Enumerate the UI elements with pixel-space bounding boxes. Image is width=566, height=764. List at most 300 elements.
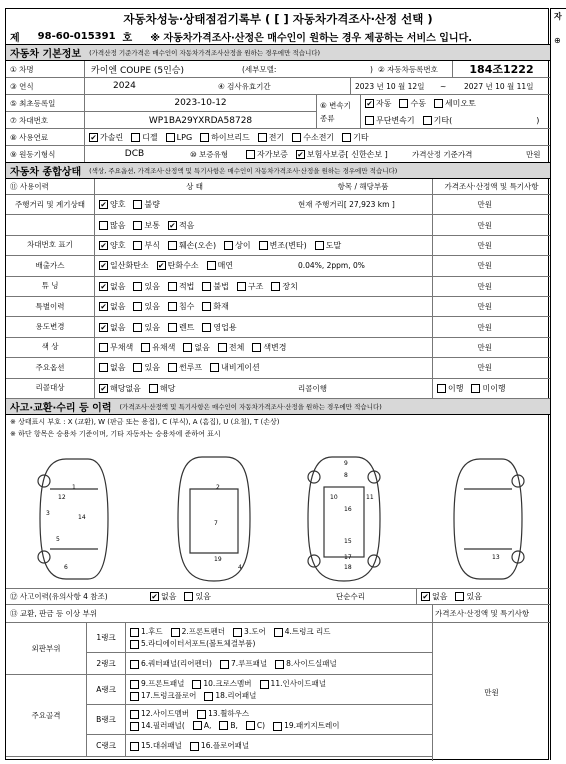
simple-repair-options: [416, 589, 550, 604]
engine-label: ⑨ 원동기형식: [10, 149, 56, 159]
reg-no-value: 184조1222: [452, 61, 550, 77]
status-checkbox[interactable]: [168, 302, 177, 311]
exchange-part-checkbox[interactable]: [246, 721, 255, 730]
detail-model-label: (세부모델:: [242, 64, 277, 74]
status-row-price: 만원: [432, 195, 550, 214]
status-option[interactable]: [248, 342, 286, 353]
status-option[interactable]: [95, 383, 141, 394]
exchange-part-checkbox[interactable]: [192, 680, 201, 689]
first-reg-label: ⑤ 최초등록일: [10, 98, 56, 108]
transmission-checkbox[interactable]: [365, 116, 374, 125]
status-label: 내비게이션: [221, 363, 260, 373]
exchange-part-label: 2.프론트펜더: [181, 627, 226, 636]
exchange-part-label: 18.리어패널: [215, 691, 257, 700]
fuel-option[interactable]: [162, 133, 192, 142]
diagram-part-number: 7: [214, 520, 218, 527]
simple-repair-option[interactable]: [451, 591, 481, 602]
exchange-part-checkbox[interactable]: [275, 660, 284, 669]
car-outline-left: [40, 459, 108, 579]
status-checkbox[interactable]: [202, 302, 211, 311]
status-option[interactable]: [198, 322, 236, 333]
exchange-part-label: 12.사이드멤버: [141, 709, 190, 718]
detail-model-close: ): [370, 64, 373, 74]
fuel-option[interactable]: [196, 132, 250, 143]
status-row-label: 리콜대상: [35, 383, 65, 393]
exchange-rank-row: [86, 705, 432, 735]
exchange-part-label: 6.쿼터패널(리어펜더): [141, 659, 212, 668]
status-checkbox[interactable]: [168, 241, 177, 250]
status-label: 변조(변타): [269, 240, 307, 250]
fuel-option[interactable]: [254, 132, 284, 143]
status-option[interactable]: [95, 260, 149, 271]
fuel-label: 기타: [353, 132, 369, 142]
exchange-part-checkbox[interactable]: [260, 680, 269, 689]
status-option[interactable]: [137, 342, 175, 353]
recall-option[interactable]: [467, 383, 505, 394]
accident-option[interactable]: [146, 591, 176, 602]
exchange-part-checkbox[interactable]: [219, 721, 228, 730]
status-checkbox[interactable]: [202, 323, 211, 332]
status-row-options: [94, 236, 342, 255]
exchange-part-checkbox[interactable]: [130, 640, 139, 649]
exchange-part-option[interactable]: [126, 740, 182, 751]
status-checkbox[interactable]: [99, 282, 108, 291]
fuel-checkbox[interactable]: [131, 133, 140, 142]
accident-checkbox[interactable]: [184, 592, 193, 601]
transmission-checkbox[interactable]: [434, 99, 443, 108]
exchange-part-option[interactable]: [193, 708, 249, 719]
status-row: [6, 379, 550, 399]
insp-tilde: ~: [440, 81, 447, 91]
side-strip-mark: ⊕: [554, 36, 561, 45]
status-option[interactable]: [164, 301, 194, 312]
status-checkbox[interactable]: [168, 363, 177, 372]
status-row-item: [306, 338, 436, 357]
transmission-option[interactable]: [361, 98, 391, 109]
status-row-price: 만원: [432, 317, 550, 336]
exchange-part-option[interactable]: [126, 720, 185, 731]
side-strip-label: 자: [554, 12, 562, 21]
transmission-label: 자동: [376, 99, 392, 108]
status-option[interactable]: [267, 281, 297, 292]
exchange-part-option[interactable]: [270, 626, 331, 637]
status-label: 양호: [110, 240, 126, 250]
status-checkbox[interactable]: [133, 323, 142, 332]
fuel-checkbox[interactable]: [200, 133, 209, 142]
exchange-part-checkbox[interactable]: [190, 742, 199, 751]
exchange-part-option[interactable]: [126, 638, 255, 649]
status-checkbox[interactable]: [99, 302, 108, 311]
status-option[interactable]: [255, 240, 307, 251]
status-checkbox[interactable]: [133, 221, 142, 230]
status-option[interactable]: [129, 199, 159, 210]
status-label: 없음: [110, 302, 126, 312]
status-label: 유채색: [152, 342, 176, 352]
fuel-label: 가솔린: [100, 132, 124, 142]
fuel-option[interactable]: [338, 132, 368, 143]
exchange-rank-items: [125, 675, 330, 704]
simple-repair-option[interactable]: [417, 591, 447, 602]
status-option[interactable]: [198, 281, 228, 292]
exchange-part-option[interactable]: [216, 658, 267, 669]
status-option[interactable]: [95, 220, 125, 231]
status-row-price: 만원: [432, 277, 550, 296]
exchange-part-label: 1.후드: [141, 627, 163, 636]
status-row: [6, 358, 550, 378]
recall-options: [432, 379, 550, 398]
exchange-part-option[interactable]: [200, 690, 256, 701]
diagram-part-number: 10: [330, 494, 338, 501]
transmission-option[interactable]: [430, 98, 476, 109]
exchange-part-checkbox[interactable]: [130, 742, 139, 751]
status-row-item: 0.04%, 2ppm, 0%: [298, 261, 365, 271]
exchange-part-option[interactable]: [229, 626, 266, 637]
status-option[interactable]: [179, 342, 209, 353]
transmission-label: 기타(: [433, 116, 453, 125]
recall-checkbox[interactable]: [437, 384, 446, 393]
exchange-part-checkbox[interactable]: [274, 628, 283, 637]
status-option[interactable]: [164, 362, 202, 373]
status-head-state: 상 태: [94, 179, 294, 194]
transmission-checkbox[interactable]: [365, 99, 374, 108]
exchange-rank-row: [86, 735, 432, 757]
status-option[interactable]: [129, 281, 159, 292]
diagram-part-number: 5: [56, 536, 60, 543]
exchange-part-option[interactable]: [242, 721, 265, 731]
status-option[interactable]: [95, 199, 125, 210]
trans-close: ): [536, 116, 540, 125]
transmission-option[interactable]: [419, 115, 453, 126]
status-checkbox[interactable]: [99, 363, 108, 372]
transmission-option[interactable]: [361, 115, 415, 126]
status-option[interactable]: [95, 322, 125, 333]
transmission-option[interactable]: [395, 98, 425, 109]
status-row-label: 배출가스: [35, 260, 65, 270]
doc-no-suffix: 호: [122, 33, 133, 44]
status-option[interactable]: [164, 322, 194, 333]
status-checkbox[interactable]: [133, 302, 142, 311]
section-accident-title: 사고·교환·수리 등 이력: [10, 403, 112, 414]
status-option[interactable]: [95, 342, 133, 353]
status-label: 장치: [282, 281, 298, 291]
exchange-part-option[interactable]: [271, 658, 337, 669]
exchange-part-label: 3.도어: [244, 627, 266, 636]
fuel-checkbox[interactable]: [89, 133, 98, 142]
status-checkbox[interactable]: [149, 384, 158, 393]
fuel-checkbox[interactable]: [258, 133, 267, 142]
exchange-part-label: 10.크로스멤버: [203, 679, 252, 688]
exchange-rank-row: [86, 675, 432, 705]
status-row-label: 주행거리 및 계기상태: [15, 199, 85, 209]
status-option[interactable]: [129, 322, 159, 333]
status-checkbox[interactable]: [237, 282, 246, 291]
exchange-part-option[interactable]: [126, 626, 163, 637]
exchange-part-checkbox[interactable]: [130, 722, 139, 731]
exchange-part-option[interactable]: [167, 626, 225, 637]
exchange-part-option[interactable]: [186, 740, 249, 751]
row-year: [6, 78, 550, 95]
warranty-label: 자가보증: [257, 149, 288, 159]
status-label: 부식: [144, 240, 160, 250]
status-label: 없음: [194, 342, 210, 352]
status-checkbox[interactable]: [99, 323, 108, 332]
exchange-part-checkbox[interactable]: [204, 692, 213, 701]
status-option[interactable]: [220, 240, 250, 251]
wheel-top2-fr: [368, 471, 380, 483]
fuel-option[interactable]: [288, 132, 334, 143]
exchange-part-checkbox[interactable]: [130, 680, 139, 689]
exchange-part-checkbox[interactable]: [197, 710, 206, 719]
status-row: [6, 297, 550, 317]
status-checkbox[interactable]: [99, 261, 108, 270]
status-row-item: [306, 317, 436, 336]
warranty-option[interactable]: [242, 149, 288, 160]
car-diagram-svg: [6, 449, 550, 589]
transmission-checkbox[interactable]: [423, 116, 432, 125]
exchange-part-checkbox[interactable]: [130, 692, 139, 701]
diagram-part-number: 3: [46, 510, 50, 517]
status-checkbox[interactable]: [133, 363, 142, 372]
exchange-rank-label: A랭크: [96, 685, 116, 694]
status-row-price: 만원: [432, 256, 550, 275]
exchange-group-name: 외판부위: [6, 623, 86, 675]
status-label: 있음: [144, 281, 160, 291]
status-label: 썬루프: [178, 363, 203, 373]
row-engine: [6, 146, 550, 163]
doc-no-label: 제: [10, 33, 20, 44]
status-label: 불법: [213, 281, 229, 291]
warranty-option[interactable]: [292, 149, 388, 160]
status-option[interactable]: [164, 240, 216, 251]
status-row-item: [306, 358, 436, 377]
status-option[interactable]: [95, 281, 125, 292]
status-row: [6, 236, 550, 256]
status-label: 있음: [144, 363, 160, 373]
diagram-part-number: 15: [344, 538, 352, 545]
status-option[interactable]: [129, 220, 159, 231]
exchange-part-checkbox[interactable]: [130, 628, 139, 637]
row-fuel: [6, 129, 550, 146]
section-accident: [6, 399, 550, 415]
status-checkbox[interactable]: [99, 221, 108, 230]
exchange-part-option[interactable]: [126, 658, 212, 669]
status-checkbox[interactable]: [183, 343, 192, 352]
status-checkbox[interactable]: [168, 282, 177, 291]
exchange-part-option[interactable]: [126, 690, 196, 701]
exchange-part-option[interactable]: [215, 721, 238, 731]
exchange-part-label: 5.라디에이터서포트(볼트체결부품): [141, 639, 256, 648]
exchange-part-option[interactable]: [126, 708, 189, 719]
status-option[interactable]: [233, 281, 263, 292]
status-option[interactable]: [214, 342, 244, 353]
recall-option[interactable]: [433, 383, 463, 394]
warranty-checkbox[interactable]: [246, 150, 255, 159]
exchange-part-option[interactable]: [256, 678, 326, 689]
exchange-part-checkbox[interactable]: [233, 628, 242, 637]
fuel-label: LPG: [176, 132, 193, 142]
exchange-part-label: 15.대쉬패널: [141, 741, 182, 750]
exchange-part-checkbox[interactable]: [220, 660, 229, 669]
exchange-part-label: 9.프론트패널: [141, 679, 185, 688]
status-row-options: [94, 195, 294, 214]
row-car-name: [6, 61, 550, 78]
status-row-item: 리콜이행: [298, 383, 327, 393]
fuel-checkbox[interactable]: [342, 133, 351, 142]
status-checkbox[interactable]: [99, 343, 108, 352]
doc-number: 98-60-015391: [37, 31, 116, 42]
status-option[interactable]: [129, 362, 159, 373]
status-checkbox[interactable]: [99, 200, 108, 209]
status-label: 무채색: [110, 342, 134, 352]
status-checkbox[interactable]: [271, 282, 280, 291]
simple-repair-checkbox[interactable]: [455, 592, 464, 601]
fuel-label: 전기: [268, 132, 285, 142]
car-name-label: ① 차명: [10, 64, 34, 74]
status-row-label: 차대번호 표기: [27, 240, 73, 250]
fuel-checkbox[interactable]: [166, 133, 175, 142]
status-checkbox[interactable]: [133, 241, 142, 250]
exchange-rank-items: [125, 735, 253, 756]
status-row-item: [306, 277, 436, 296]
status-row-item: 현재 주행거리[ 27,923 km ]: [298, 200, 395, 210]
status-checkbox[interactable]: [224, 241, 233, 250]
accident-hist-label: ⑫ 사고이력(유의사항 4 참조): [10, 592, 108, 601]
exchange-part-checkbox[interactable]: [193, 721, 202, 730]
status-label: 구조: [247, 281, 264, 291]
exchange-rank-items: [125, 653, 341, 674]
price-label: 가격산정 기준가격: [412, 149, 473, 159]
exchange-part-option[interactable]: [188, 678, 251, 689]
status-option[interactable]: [129, 301, 159, 312]
status-checkbox[interactable]: [168, 221, 177, 230]
status-checkbox[interactable]: [202, 282, 211, 291]
recall-label: 미이행: [482, 383, 506, 393]
accident-option[interactable]: [180, 591, 210, 602]
recall-checkbox[interactable]: [471, 384, 480, 393]
exchange-part-label: 11.인사이드패널: [270, 679, 326, 688]
status-head-price: 가격조사·산정액 및 특기사항: [432, 179, 550, 194]
form-title: [6, 9, 550, 29]
status-checkbox[interactable]: [252, 343, 261, 352]
status-checkbox[interactable]: [207, 261, 216, 270]
exchange-part-option[interactable]: [189, 721, 212, 731]
side-strip: [550, 8, 566, 760]
section-status-note: (색상, 주요옵션, 가격조사·산정액 및 특기사항은 매수인이 자동차가격조사·산정을 원하는 경우에만 적습니다): [89, 167, 398, 175]
status-option[interactable]: [129, 240, 159, 251]
exchange-part-checkbox[interactable]: [171, 628, 180, 637]
status-option[interactable]: [198, 301, 228, 312]
status-label: 영업용: [213, 322, 237, 332]
exchange-part-label: A,: [203, 720, 212, 730]
diagram-part-number: 4: [238, 564, 242, 571]
status-checkbox[interactable]: [259, 241, 268, 250]
status-label: 적음: [178, 220, 195, 230]
fuel-option[interactable]: [127, 132, 157, 143]
status-option[interactable]: [206, 362, 260, 373]
status-label: 양호: [110, 200, 126, 210]
status-checkbox[interactable]: [218, 343, 227, 352]
diagram-part-number: 11: [366, 494, 374, 501]
exchange-head-right: 가격조사·산정액 및 특기사항: [432, 605, 550, 622]
status-row-options: [94, 256, 294, 275]
status-row: [6, 215, 550, 235]
status-label: 많음: [110, 220, 126, 230]
status-checkbox[interactable]: [99, 241, 108, 250]
status-label: 탄화수소: [167, 261, 199, 271]
exchange-head-label: ⑬ 교환, 판금 등 이상 부위: [10, 609, 98, 618]
status-header: [6, 179, 550, 195]
status-row-price: 만원: [432, 338, 550, 357]
status-option[interactable]: [145, 383, 175, 394]
simple-repair-checkbox[interactable]: [421, 592, 430, 601]
accident-checkbox[interactable]: [150, 592, 159, 601]
diagram-part-number: 14: [78, 514, 86, 521]
exchange-part-checkbox[interactable]: [273, 722, 282, 731]
status-row-label: 색 상: [41, 342, 59, 352]
status-checkbox[interactable]: [210, 363, 219, 372]
status-option[interactable]: [164, 281, 194, 292]
fuel-checkbox[interactable]: [292, 133, 301, 142]
insp-from: 2023 년 10 월 12일: [350, 78, 424, 94]
status-checkbox[interactable]: [157, 261, 166, 270]
status-label: 도말: [325, 240, 342, 250]
status-checkbox[interactable]: [133, 200, 142, 209]
status-option[interactable]: [95, 362, 125, 373]
status-checkbox[interactable]: [168, 323, 177, 332]
status-row-options: [94, 215, 294, 234]
section-basic-title: 자동차 기본정보: [10, 49, 82, 60]
status-option[interactable]: [95, 301, 125, 312]
transmission-label: 수동: [410, 99, 426, 108]
status-option[interactable]: [203, 260, 233, 271]
exchange-part-checkbox[interactable]: [130, 660, 139, 669]
transmission-checkbox[interactable]: [399, 99, 408, 108]
status-option[interactable]: [164, 220, 194, 231]
exchange-rank-label: 2랭크: [96, 659, 116, 668]
accident-note-scope: ※ 하단 항목은 승용차 기준이며, 기타 자동차는 승용차에 준하여 표시: [10, 430, 221, 438]
status-row-price: 만원: [432, 358, 550, 377]
status-row-item: [306, 297, 436, 316]
transmission-label: 무단변속기: [376, 116, 415, 125]
exchange-rank-items: [125, 623, 334, 652]
insp-period-label: ④ 검사유효기간: [218, 81, 271, 91]
warranty-options: [242, 146, 392, 162]
warranty-checkbox[interactable]: [296, 150, 305, 159]
fuel-option[interactable]: [85, 132, 123, 143]
status-label: 침수: [178, 302, 195, 312]
exchange-part-label: 4.트렁크 리드: [284, 627, 331, 636]
status-checkbox[interactable]: [99, 384, 108, 393]
vin-label: ⑦ 차대번호: [10, 116, 49, 125]
warranty-label: ⑩ 보증유형: [190, 149, 229, 159]
exchange-part-checkbox[interactable]: [130, 710, 139, 719]
status-row-label: 용도변경: [35, 322, 65, 332]
status-label: 색변경: [263, 342, 287, 352]
status-checkbox[interactable]: [133, 282, 142, 291]
accident-hist-options: [146, 589, 215, 604]
diagram-part-number: 18: [344, 564, 352, 571]
fuel-label: ⑧ 사용연료: [10, 132, 49, 142]
status-checkbox[interactable]: [141, 343, 150, 352]
status-option[interactable]: [95, 240, 125, 251]
exchange-part-option[interactable]: [269, 720, 339, 731]
status-option[interactable]: [153, 260, 199, 271]
exchange-part-option[interactable]: [126, 678, 184, 689]
exchange-part-label: 7.루프패널: [230, 659, 268, 668]
exchange-part-label: 8.사이드실패널: [286, 659, 337, 668]
exchange-rank-label: B랭크: [96, 715, 116, 724]
exchange-rank-label: C랭크: [96, 741, 116, 750]
